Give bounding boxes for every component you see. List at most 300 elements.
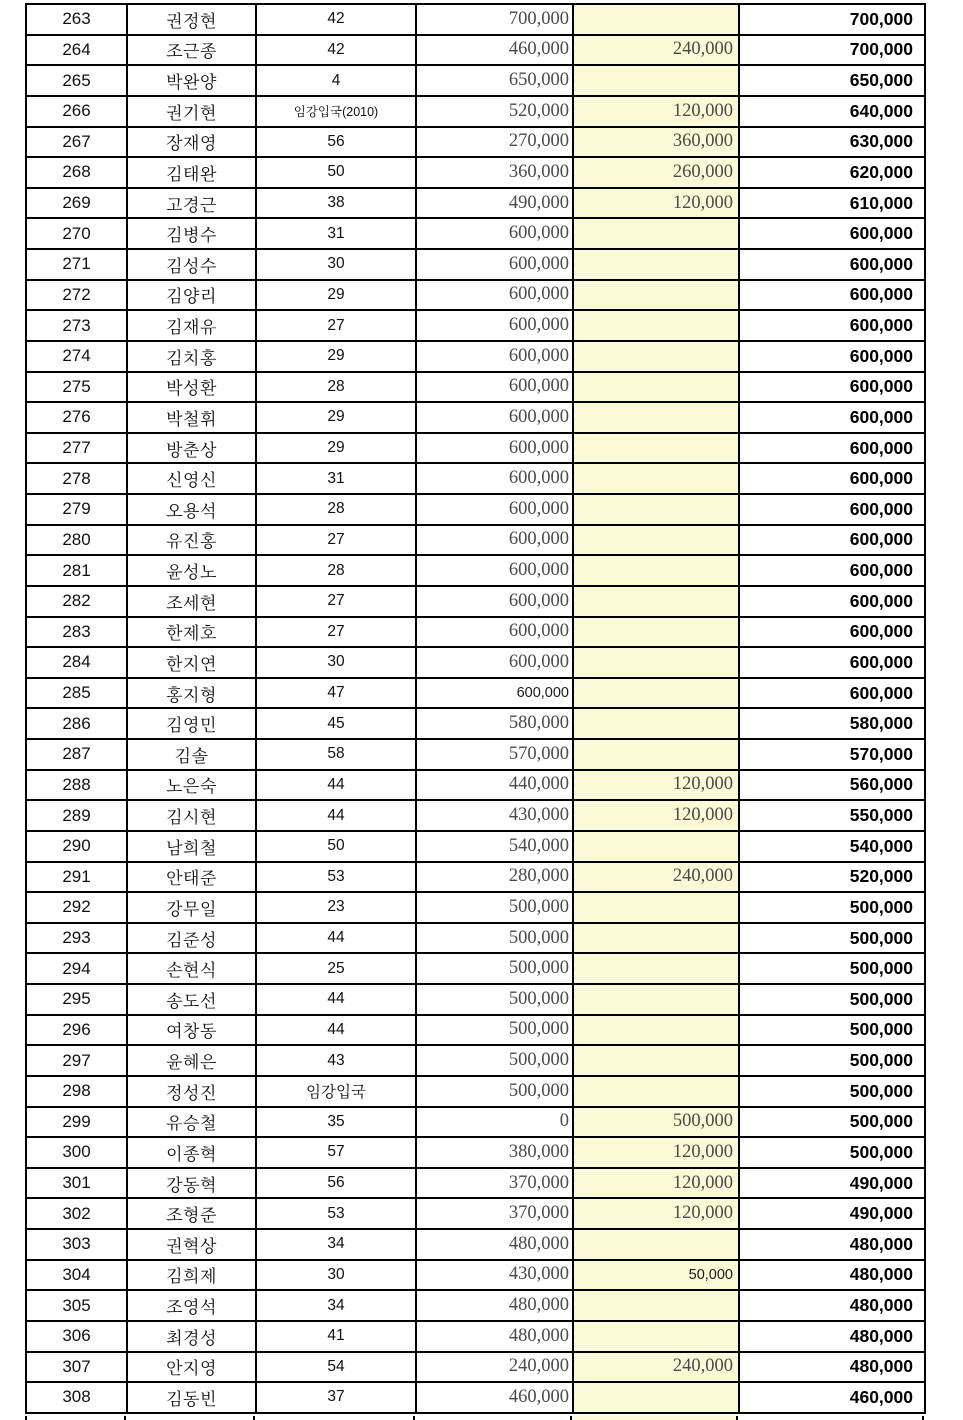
- age-cell: 30: [256, 647, 416, 678]
- table-row: [26, 555, 925, 586]
- total-amount-cell: 490,000: [739, 1168, 925, 1199]
- total-amount-cell: 500,000: [739, 892, 925, 923]
- row-number-cell: 302: [26, 1198, 127, 1229]
- row-number-cell: 272: [26, 280, 127, 311]
- amount-base-cell: 500,000: [416, 1045, 573, 1076]
- age-cell: 47: [256, 678, 416, 709]
- table-row: [26, 218, 925, 249]
- amount-extra-cell: 50,000: [573, 1260, 739, 1291]
- table-row: [26, 1168, 925, 1199]
- total-amount-cell: 700,000: [739, 35, 925, 66]
- table-row: [26, 188, 925, 219]
- name-cell: 박완양: [127, 65, 256, 96]
- amount-base-cell: 520,000: [416, 96, 573, 127]
- row-number-cell: 292: [26, 892, 127, 923]
- amount-extra-cell: 120,000: [573, 188, 739, 219]
- grid-tick: [124, 1416, 126, 1420]
- table-row: [26, 35, 925, 66]
- table-row: [26, 647, 925, 678]
- table-row: [26, 1229, 925, 1260]
- amount-extra-cell: [573, 892, 739, 923]
- amount-extra-cell: [573, 1321, 739, 1352]
- amount-base-cell: 650,000: [416, 65, 573, 96]
- age-cell: 30: [256, 249, 416, 280]
- row-number-cell: 284: [26, 647, 127, 678]
- name-cell: 신영신: [127, 463, 256, 494]
- name-cell: 김영민: [127, 708, 256, 739]
- amount-extra-cell: [573, 1015, 739, 1046]
- table-row: [26, 800, 925, 831]
- name-cell: 권기현: [127, 96, 256, 127]
- age-cell: 임강입국: [256, 1076, 416, 1107]
- table-row: [26, 862, 925, 893]
- age-cell: 28: [256, 372, 416, 403]
- row-number-cell: 280: [26, 525, 127, 556]
- age-cell: 29: [256, 280, 416, 311]
- name-cell: 오용석: [127, 494, 256, 525]
- total-amount-cell: 490,000: [739, 1198, 925, 1229]
- row-number-cell: 285: [26, 678, 127, 709]
- row-number-cell: 295: [26, 984, 127, 1015]
- table-row: [26, 310, 925, 341]
- age-cell: 42: [256, 4, 416, 35]
- amount-extra-cell: 500,000: [573, 1107, 739, 1138]
- name-cell: 장재영: [127, 127, 256, 158]
- table-row: [26, 739, 925, 770]
- table-row: [26, 280, 925, 311]
- table-row: [26, 831, 925, 862]
- name-cell: 홍지형: [127, 678, 256, 709]
- table-row: [26, 463, 925, 494]
- amount-extra-cell: [573, 708, 739, 739]
- amount-base-cell: 500,000: [416, 923, 573, 954]
- total-amount-cell: 600,000: [739, 525, 925, 556]
- name-cell: 김희제: [127, 1260, 256, 1291]
- payment-roster-table: [25, 3, 926, 1414]
- amount-base-cell: 600,000: [416, 463, 573, 494]
- amount-base-cell: 600,000: [416, 341, 573, 372]
- row-number-cell: 288: [26, 770, 127, 801]
- grid-tick: [25, 1416, 27, 1420]
- name-cell: 한제호: [127, 617, 256, 648]
- amount-extra-cell: [573, 494, 739, 525]
- amount-base-cell: 370,000: [416, 1168, 573, 1199]
- grid-tick: [570, 1416, 572, 1420]
- name-cell: 박철휘: [127, 402, 256, 433]
- grid-tick: [413, 1416, 415, 1420]
- amount-base-cell: 280,000: [416, 862, 573, 893]
- amount-extra-cell: [573, 433, 739, 464]
- name-cell: 권정현: [127, 4, 256, 35]
- age-cell: 28: [256, 494, 416, 525]
- age-cell: 50: [256, 157, 416, 188]
- table-row: [26, 525, 925, 556]
- name-cell: 조근종: [127, 35, 256, 66]
- amount-base-cell: 600,000: [416, 249, 573, 280]
- row-number-cell: 266: [26, 96, 127, 127]
- table-row: [26, 984, 925, 1015]
- row-number-cell: 297: [26, 1045, 127, 1076]
- grid-tick: [922, 1416, 924, 1420]
- age-cell: 30: [256, 1260, 416, 1291]
- total-amount-cell: 560,000: [739, 770, 925, 801]
- amount-extra-cell: [573, 739, 739, 770]
- row-number-cell: 291: [26, 862, 127, 893]
- age-cell: 34: [256, 1229, 416, 1260]
- table-row: [26, 586, 925, 617]
- row-number-cell: 298: [26, 1076, 127, 1107]
- amount-base-cell: 600,000: [416, 310, 573, 341]
- amount-base-cell: 270,000: [416, 127, 573, 158]
- amount-base-cell: 600,000: [416, 218, 573, 249]
- row-number-cell: 282: [26, 586, 127, 617]
- amount-extra-cell: 120,000: [573, 1137, 739, 1168]
- name-cell: 최경성: [127, 1321, 256, 1352]
- row-number-cell: 274: [26, 341, 127, 372]
- amount-base-cell: 480,000: [416, 1229, 573, 1260]
- age-cell: 37: [256, 1382, 416, 1413]
- amount-base-cell: 460,000: [416, 35, 573, 66]
- amount-base-cell: 600,000: [416, 617, 573, 648]
- row-number-cell: 289: [26, 800, 127, 831]
- total-amount-cell: 500,000: [739, 953, 925, 984]
- row-number-cell: 277: [26, 433, 127, 464]
- name-cell: 안태준: [127, 862, 256, 893]
- amount-base-cell: 360,000: [416, 157, 573, 188]
- amount-base-cell: 0: [416, 1107, 573, 1138]
- row-number-cell: 264: [26, 35, 127, 66]
- total-amount-cell: 540,000: [739, 831, 925, 862]
- row-number-cell: 278: [26, 463, 127, 494]
- row-number-cell: 275: [26, 372, 127, 403]
- total-amount-cell: 480,000: [739, 1260, 925, 1291]
- age-cell: 31: [256, 218, 416, 249]
- age-cell: 31: [256, 463, 416, 494]
- row-number-cell: 303: [26, 1229, 127, 1260]
- next-row-highlight-sliver: [572, 1416, 738, 1420]
- row-number-cell: 268: [26, 157, 127, 188]
- age-cell: 43: [256, 1045, 416, 1076]
- table-row: [26, 1015, 925, 1046]
- row-number-cell: 281: [26, 555, 127, 586]
- name-cell: 김치홍: [127, 341, 256, 372]
- total-amount-cell: 600,000: [739, 402, 925, 433]
- amount-extra-cell: [573, 341, 739, 372]
- row-number-cell: 283: [26, 617, 127, 648]
- table-row: [26, 923, 925, 954]
- amount-extra-cell: [573, 1382, 739, 1413]
- age-cell: 4: [256, 65, 416, 96]
- amount-base-cell: 500,000: [416, 1015, 573, 1046]
- row-number-cell: 299: [26, 1107, 127, 1138]
- amount-extra-cell: 120,000: [573, 1198, 739, 1229]
- name-cell: 조세현: [127, 586, 256, 617]
- amount-extra-cell: [573, 984, 739, 1015]
- row-number-cell: 293: [26, 923, 127, 954]
- amount-base-cell: 600,000: [416, 494, 573, 525]
- age-cell: 58: [256, 739, 416, 770]
- amount-base-cell: 490,000: [416, 188, 573, 219]
- age-cell: 임강입국(2010): [256, 96, 416, 127]
- total-amount-cell: 600,000: [739, 617, 925, 648]
- amount-extra-cell: [573, 923, 739, 954]
- name-cell: 이종혁: [127, 1137, 256, 1168]
- amount-base-cell: 240,000: [416, 1352, 573, 1383]
- amount-extra-cell: [573, 280, 739, 311]
- age-cell: 29: [256, 433, 416, 464]
- age-cell: 44: [256, 923, 416, 954]
- total-amount-cell: 600,000: [739, 280, 925, 311]
- amount-extra-cell: [573, 1290, 739, 1321]
- name-cell: 고경근: [127, 188, 256, 219]
- amount-extra-cell: 120,000: [573, 96, 739, 127]
- age-cell: 38: [256, 188, 416, 219]
- table-row: [26, 1137, 925, 1168]
- row-number-cell: 265: [26, 65, 127, 96]
- table-row: [26, 1076, 925, 1107]
- amount-base-cell: 580,000: [416, 708, 573, 739]
- total-amount-cell: 500,000: [739, 984, 925, 1015]
- table-row: [26, 96, 925, 127]
- amount-base-cell: 440,000: [416, 770, 573, 801]
- total-amount-cell: 550,000: [739, 800, 925, 831]
- row-number-cell: 279: [26, 494, 127, 525]
- row-number-cell: 267: [26, 127, 127, 158]
- amount-extra-cell: [573, 678, 739, 709]
- amount-base-cell: 480,000: [416, 1321, 573, 1352]
- amount-extra-cell: 120,000: [573, 770, 739, 801]
- total-amount-cell: 640,000: [739, 96, 925, 127]
- table-row: [26, 708, 925, 739]
- name-cell: 김솔: [127, 739, 256, 770]
- row-number-cell: 269: [26, 188, 127, 219]
- total-amount-cell: 650,000: [739, 65, 925, 96]
- row-number-cell: 276: [26, 402, 127, 433]
- table-row: [26, 157, 925, 188]
- table-row: [26, 617, 925, 648]
- total-amount-cell: 630,000: [739, 127, 925, 158]
- row-number-cell: 307: [26, 1352, 127, 1383]
- name-cell: 윤성노: [127, 555, 256, 586]
- total-amount-cell: 600,000: [739, 678, 925, 709]
- name-cell: 김동빈: [127, 1382, 256, 1413]
- name-cell: 김양리: [127, 280, 256, 311]
- table-row: [26, 770, 925, 801]
- total-amount-cell: 700,000: [739, 4, 925, 35]
- amount-base-cell: 500,000: [416, 984, 573, 1015]
- age-cell: 28: [256, 555, 416, 586]
- age-cell: 23: [256, 892, 416, 923]
- name-cell: 남희철: [127, 831, 256, 862]
- amount-base-cell: 600,000: [416, 586, 573, 617]
- total-amount-cell: 610,000: [739, 188, 925, 219]
- amount-extra-cell: [573, 647, 739, 678]
- name-cell: 김병수: [127, 218, 256, 249]
- amount-base-cell: 600,000: [416, 525, 573, 556]
- total-amount-cell: 600,000: [739, 647, 925, 678]
- table-row: [26, 892, 925, 923]
- total-amount-cell: 520,000: [739, 862, 925, 893]
- total-amount-cell: 480,000: [739, 1321, 925, 1352]
- amount-extra-cell: [573, 831, 739, 862]
- total-amount-cell: 600,000: [739, 310, 925, 341]
- table-row: [26, 1198, 925, 1229]
- amount-extra-cell: 240,000: [573, 862, 739, 893]
- row-number-cell: 306: [26, 1321, 127, 1352]
- name-cell: 안지영: [127, 1352, 256, 1383]
- amount-extra-cell: [573, 218, 739, 249]
- age-cell: 44: [256, 1015, 416, 1046]
- table-row: [26, 494, 925, 525]
- name-cell: 권혁상: [127, 1229, 256, 1260]
- grid-tick: [253, 1416, 255, 1420]
- table-row: [26, 249, 925, 280]
- amount-extra-cell: [573, 525, 739, 556]
- name-cell: 조영석: [127, 1290, 256, 1321]
- table-row: [26, 1321, 925, 1352]
- total-amount-cell: 480,000: [739, 1290, 925, 1321]
- total-amount-cell: 600,000: [739, 463, 925, 494]
- amount-extra-cell: [573, 372, 739, 403]
- amount-extra-cell: [573, 586, 739, 617]
- amount-extra-cell: 240,000: [573, 35, 739, 66]
- name-cell: 윤혜은: [127, 1045, 256, 1076]
- age-cell: 45: [256, 708, 416, 739]
- table-row: [26, 402, 925, 433]
- table-body: [26, 4, 925, 1413]
- name-cell: 강무일: [127, 892, 256, 923]
- amount-base-cell: 380,000: [416, 1137, 573, 1168]
- name-cell: 여창동: [127, 1015, 256, 1046]
- name-cell: 조형준: [127, 1198, 256, 1229]
- table-row: [26, 65, 925, 96]
- age-cell: 50: [256, 831, 416, 862]
- row-number-cell: 294: [26, 953, 127, 984]
- age-cell: 35: [256, 1107, 416, 1138]
- table-row: [26, 127, 925, 158]
- total-amount-cell: 600,000: [739, 555, 925, 586]
- table-row: [26, 1045, 925, 1076]
- age-cell: 27: [256, 310, 416, 341]
- amount-extra-cell: 120,000: [573, 800, 739, 831]
- table-row: [26, 1290, 925, 1321]
- total-amount-cell: 580,000: [739, 708, 925, 739]
- name-cell: 유진홍: [127, 525, 256, 556]
- name-cell: 한지연: [127, 647, 256, 678]
- total-amount-cell: 500,000: [739, 1137, 925, 1168]
- amount-extra-cell: [573, 402, 739, 433]
- amount-base-cell: 500,000: [416, 892, 573, 923]
- name-cell: 김태완: [127, 157, 256, 188]
- table-row: [26, 433, 925, 464]
- table-row: [26, 372, 925, 403]
- amount-base-cell: 430,000: [416, 800, 573, 831]
- total-amount-cell: 600,000: [739, 341, 925, 372]
- row-number-cell: 304: [26, 1260, 127, 1291]
- amount-base-cell: 500,000: [416, 953, 573, 984]
- row-number-cell: 287: [26, 739, 127, 770]
- total-amount-cell: 620,000: [739, 157, 925, 188]
- name-cell: 손현식: [127, 953, 256, 984]
- amount-base-cell: 430,000: [416, 1260, 573, 1291]
- row-number-cell: 300: [26, 1137, 127, 1168]
- age-cell: 54: [256, 1352, 416, 1383]
- table-row: [26, 953, 925, 984]
- total-amount-cell: 500,000: [739, 923, 925, 954]
- amount-base-cell: 570,000: [416, 739, 573, 770]
- amount-extra-cell: [573, 555, 739, 586]
- name-cell: 강동혁: [127, 1168, 256, 1199]
- row-number-cell: 271: [26, 249, 127, 280]
- table-row: [26, 4, 925, 35]
- total-amount-cell: 500,000: [739, 1015, 925, 1046]
- age-cell: 29: [256, 341, 416, 372]
- total-amount-cell: 570,000: [739, 739, 925, 770]
- age-cell: 34: [256, 1290, 416, 1321]
- age-cell: 53: [256, 862, 416, 893]
- total-amount-cell: 460,000: [739, 1382, 925, 1413]
- name-cell: 유승철: [127, 1107, 256, 1138]
- amount-base-cell: 460,000: [416, 1382, 573, 1413]
- grid-tick: [736, 1416, 738, 1420]
- table-row: [26, 1352, 925, 1383]
- amount-extra-cell: 120,000: [573, 1168, 739, 1199]
- row-number-cell: 273: [26, 310, 127, 341]
- table-row: [26, 1382, 925, 1413]
- amount-extra-cell: 360,000: [573, 127, 739, 158]
- age-cell: 53: [256, 1198, 416, 1229]
- age-cell: 57: [256, 1137, 416, 1168]
- amount-extra-cell: [573, 953, 739, 984]
- total-amount-cell: 480,000: [739, 1229, 925, 1260]
- amount-base-cell: 600,000: [416, 372, 573, 403]
- amount-extra-cell: [573, 463, 739, 494]
- age-cell: 27: [256, 525, 416, 556]
- amount-extra-cell: 260,000: [573, 157, 739, 188]
- total-amount-cell: 600,000: [739, 494, 925, 525]
- age-cell: 56: [256, 1168, 416, 1199]
- row-number-cell: 305: [26, 1290, 127, 1321]
- total-amount-cell: 480,000: [739, 1352, 925, 1383]
- name-cell: 정성진: [127, 1076, 256, 1107]
- amount-base-cell: 480,000: [416, 1290, 573, 1321]
- amount-extra-cell: [573, 1229, 739, 1260]
- amount-extra-cell: [573, 617, 739, 648]
- amount-extra-cell: [573, 1045, 739, 1076]
- table-row: [26, 1107, 925, 1138]
- total-amount-cell: 500,000: [739, 1076, 925, 1107]
- age-cell: 44: [256, 770, 416, 801]
- name-cell: 김성수: [127, 249, 256, 280]
- total-amount-cell: 600,000: [739, 218, 925, 249]
- table-row: [26, 341, 925, 372]
- row-number-cell: 270: [26, 218, 127, 249]
- age-cell: 27: [256, 586, 416, 617]
- age-cell: 44: [256, 984, 416, 1015]
- name-cell: 박성환: [127, 372, 256, 403]
- amount-base-cell: 600,000: [416, 647, 573, 678]
- amount-extra-cell: [573, 4, 739, 35]
- age-cell: 44: [256, 800, 416, 831]
- row-number-cell: 290: [26, 831, 127, 862]
- total-amount-cell: 600,000: [739, 249, 925, 280]
- total-amount-cell: 500,000: [739, 1045, 925, 1076]
- row-number-cell: 263: [26, 4, 127, 35]
- age-cell: 56: [256, 127, 416, 158]
- amount-extra-cell: [573, 1076, 739, 1107]
- row-number-cell: 296: [26, 1015, 127, 1046]
- row-number-cell: 308: [26, 1382, 127, 1413]
